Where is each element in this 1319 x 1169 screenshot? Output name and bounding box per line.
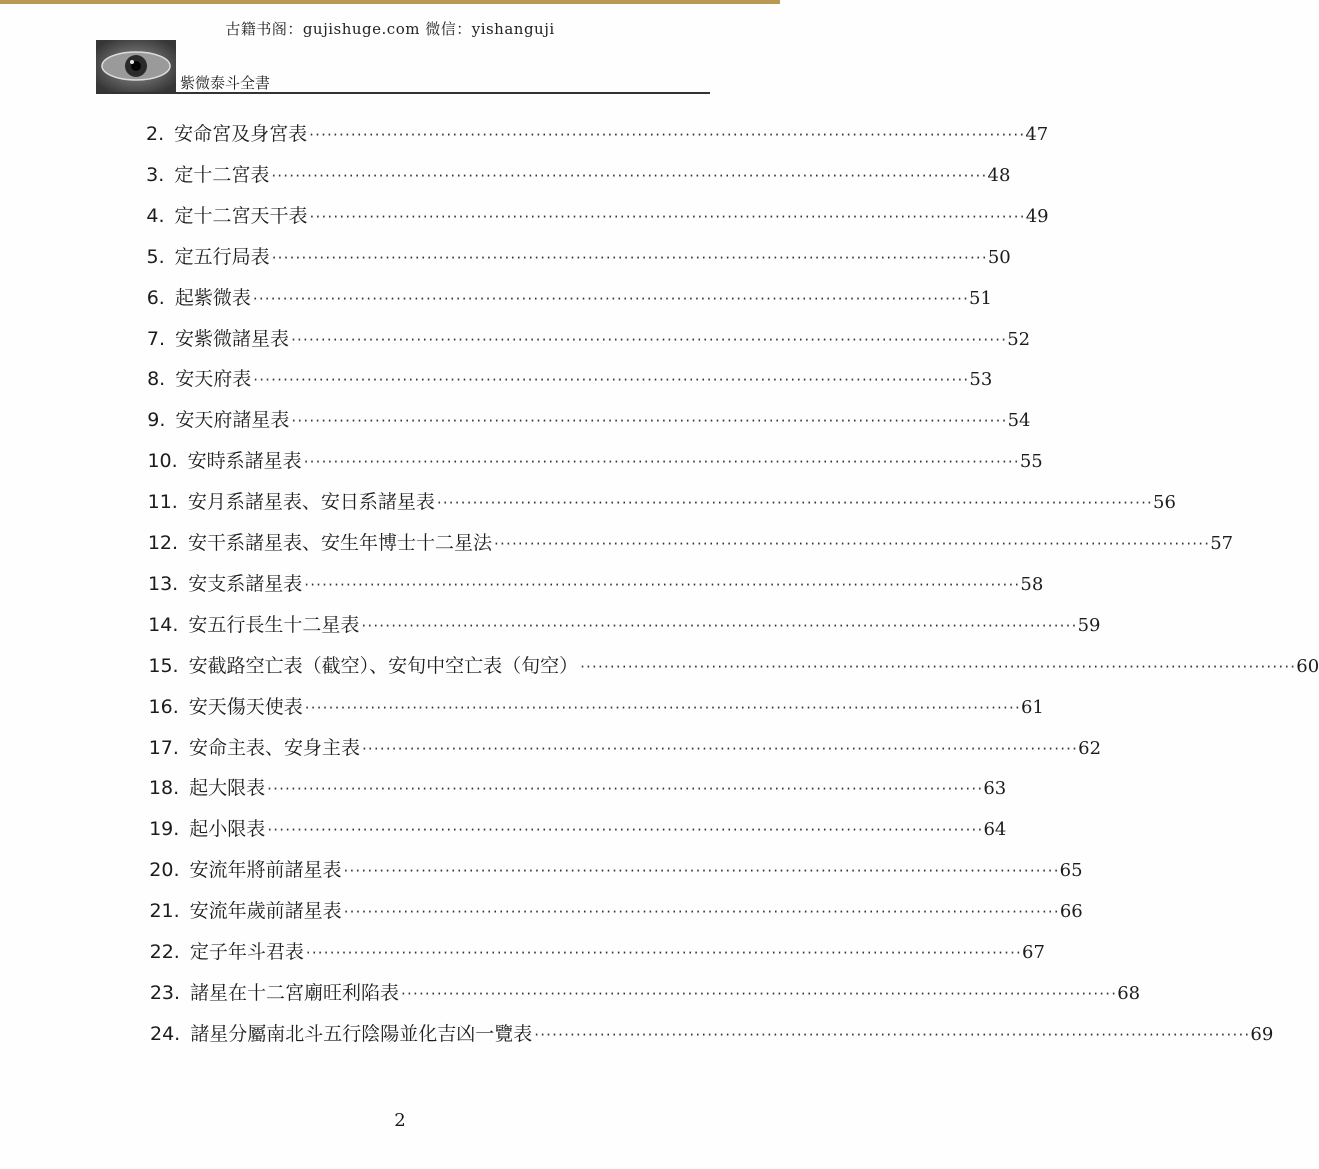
- toc-entry-page: 49: [1025, 205, 1049, 227]
- toc-entry-page: 56: [1153, 492, 1176, 514]
- toc-entry-page: 65: [1059, 860, 1083, 882]
- toc-entry-title: 安天傷天使表: [188, 695, 303, 718]
- toc-entry-page: 52: [1007, 328, 1031, 350]
- toc-entry-page: 68: [1117, 982, 1141, 1004]
- toc-entry-number: 21.: [149, 900, 180, 923]
- dot-leader: ························································································································: [271, 248, 988, 267]
- toc-entry-title: 諸星分屬南北斗五行陰陽並化吉凶一覽表: [190, 1022, 533, 1045]
- dot-leader: ························································································································: [580, 657, 1297, 676]
- toc-entry-title: 定子年斗君表: [189, 941, 304, 963]
- toc-entry-page: 66: [1059, 901, 1083, 923]
- list-item: [148, 613, 1101, 638]
- list-item: [148, 654, 1319, 679]
- dot-leader: ························································································································: [267, 780, 984, 799]
- dot-leader: ························································································································: [343, 862, 1060, 881]
- dot-leader: ························································································································: [309, 126, 1026, 144]
- watermark: 古籍书阁：gujishuge.com 微信：yishanguji: [225, 20, 555, 38]
- toc-entry-number: 4.: [146, 204, 165, 227]
- list-item: [147, 367, 993, 392]
- toc-entry-title: 起小限表: [189, 818, 266, 841]
- list-item: [150, 1022, 1274, 1047]
- toc-entry-title: 起大限表: [189, 777, 266, 800]
- toc-entry-number: 7.: [146, 327, 166, 350]
- toc-entry-page: 61: [1020, 696, 1044, 718]
- toc-entry-number: 23.: [149, 981, 181, 1004]
- toc-entry-number: 9.: [147, 409, 166, 432]
- toc-entry-number: 8.: [147, 368, 166, 391]
- dot-leader: ························································································································: [303, 453, 1020, 472]
- dot-leader: ························································································································: [436, 494, 1154, 513]
- toc-entry-page: 48: [987, 164, 1011, 186]
- toc-entry-number: 19.: [149, 818, 180, 841]
- toc-entry-number: 6.: [146, 286, 165, 309]
- dot-leader: ························································································································: [252, 289, 970, 308]
- toc-entry-page: 59: [1077, 614, 1101, 636]
- toc-entry-page: 51: [969, 287, 992, 309]
- toc-entry-number: 5.: [146, 245, 165, 268]
- dot-leader: ························································································································: [253, 371, 970, 390]
- dot-leader: ························································································································: [267, 821, 984, 840]
- toc-entry-title: 安命主表、安身主表: [188, 736, 360, 759]
- list-item: [146, 163, 1011, 188]
- toc-entry-title: 安流年將前諸星表: [189, 859, 342, 882]
- dot-leader: ························································································································: [534, 1025, 1251, 1044]
- dot-leader: ························································································································: [401, 984, 1118, 1003]
- toc-entry-title: 安天府諸星表: [175, 409, 290, 432]
- toc-entry-title: 安五行長生十二星表: [188, 613, 360, 636]
- toc-entry-page: 67: [1022, 942, 1045, 963]
- toc-entry-number: 13.: [148, 572, 179, 595]
- list-item: [147, 531, 1234, 556]
- toc-entry-title: 安天府表: [175, 368, 252, 391]
- list-item: [149, 940, 1045, 965]
- toc-entry-title: 安月系諸星表、安日系諸星表: [187, 491, 435, 514]
- dot-leader: ························································································································: [291, 412, 1008, 431]
- toc-entry-page: 55: [1019, 451, 1043, 473]
- dot-leader: ························································································································: [361, 739, 1079, 758]
- toc-entry-number: 20.: [149, 859, 180, 882]
- dot-leader: ························································································································: [304, 698, 1021, 717]
- toc-entry-number: 22.: [149, 941, 180, 963]
- list-item: [148, 776, 1007, 801]
- list-item: [146, 245, 1011, 270]
- toc-entry-title: 安支系諸星表: [188, 572, 303, 595]
- book-title: 紫微泰斗全書: [180, 74, 271, 92]
- list-item: [148, 695, 1044, 720]
- dot-leader: ························································································································: [361, 616, 1078, 635]
- toc-entry-page: 50: [987, 246, 1011, 268]
- toc-entry-title: 諸星在十二宮廟旺利陷表: [190, 981, 400, 1004]
- dot-leader: ························································································································: [309, 207, 1026, 226]
- toc-entry-page: 47: [1025, 124, 1049, 145]
- list-item: [146, 327, 1031, 352]
- toc-entry-title: 定五行局表: [174, 245, 270, 268]
- toc-entry-title: 安截路空亡表（截空）、安旬中空亡表（旬空）: [188, 654, 579, 677]
- toc-entry-page: 57: [1210, 533, 1234, 554]
- toc-entry-title: 定十二宮表: [174, 163, 270, 186]
- dot-leader: ························································································································: [271, 166, 988, 185]
- list-item: [146, 204, 1049, 229]
- toc-entry-title: 安干系諸星表、安生年博士十二星法: [188, 532, 493, 554]
- list-item: [148, 736, 1102, 761]
- toc-entry-title: 起紫微表: [174, 286, 251, 309]
- list-item: [148, 572, 1044, 597]
- dot-leader: ························································································································: [291, 330, 1008, 349]
- dot-leader: ························································································································: [343, 903, 1060, 922]
- toc-entry-page: 53: [969, 369, 993, 391]
- toc-entry-title: 安流年歲前諸星表: [189, 900, 342, 923]
- list-item: [149, 981, 1141, 1006]
- toc-entry-page: 54: [1007, 410, 1031, 432]
- toc-entry-number: 24.: [150, 1022, 181, 1045]
- list-item: [147, 490, 1176, 515]
- toc-entry-number: 10.: [147, 450, 178, 473]
- toc-entry-page: 63: [983, 778, 1007, 800]
- toc-entry-number: 18.: [148, 777, 180, 800]
- toc-entry-page: 64: [983, 819, 1007, 841]
- toc-entry-number: 2.: [146, 123, 165, 145]
- dot-leader: ························································································································: [304, 575, 1021, 594]
- toc-entry-page: 69: [1250, 1023, 1274, 1045]
- toc-entry-number: 17.: [148, 736, 179, 759]
- dot-leader: ························································································································: [494, 535, 1211, 553]
- toc-entry-number: 14.: [148, 613, 179, 636]
- toc-entry-page: 60: [1296, 655, 1319, 677]
- list-item: [149, 899, 1083, 924]
- toc-entry-page: 58: [1020, 573, 1044, 595]
- toc-entry-number: 16.: [148, 695, 179, 718]
- dot-leader: ························································································································: [305, 944, 1023, 962]
- list-item: [149, 817, 1007, 842]
- toc-entry-title: 定十二宮天干表: [174, 204, 308, 227]
- list-item: [146, 122, 1049, 147]
- list-item: [146, 286, 992, 311]
- list-item: [147, 408, 1031, 433]
- toc-entry-number: 3.: [146, 163, 165, 186]
- toc-entry-number: 12.: [147, 532, 179, 554]
- page-number: 2: [394, 1110, 406, 1131]
- toc-entry-title: 安時系諸星表: [187, 450, 302, 473]
- toc-entry-number: 15.: [148, 654, 179, 677]
- toc-entry-title: 安命宮及身宮表: [174, 123, 308, 145]
- toc-entry-number: 11.: [147, 491, 178, 514]
- list-item: [147, 449, 1043, 474]
- list-item: [149, 858, 1083, 883]
- toc-entry-page: 62: [1078, 737, 1102, 759]
- toc-entry-title: 安紫微諸星表: [175, 327, 290, 350]
